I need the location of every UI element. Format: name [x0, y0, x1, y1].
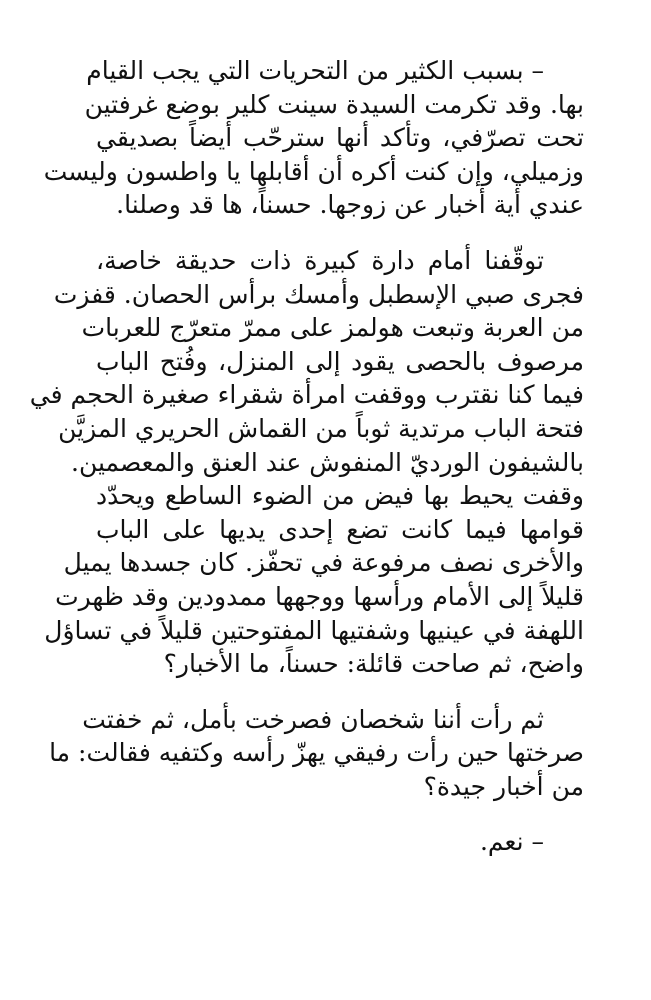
text-line: تحت تصرّفي، وتأكد أنها سترحّب أيضاً بصديقي	[96, 123, 584, 153]
paragraph-2	[29, 244, 584, 681]
text-line: اللهفة في عينيها وشفتيها المفتوحتين قليلاً في تساؤل	[44, 615, 584, 645]
text-line: من العربة وتبعت هولمز على ممرّ متعرّج للعربات	[81, 313, 584, 343]
text-line: – نعم.	[479, 827, 544, 857]
text-line: توقّفنا أمام دارة كبيرة ذات حديقة خاصة،	[96, 245, 544, 275]
text-line: وقفت يحيط بها فيض من الضوء الساطع ويحدّد	[96, 481, 584, 511]
text-line: بالشيفون الورديّ المنفوش عند العنق والمعصمين.	[71, 447, 584, 477]
text-line: – بسبب الكثير من التحريات التي يجب القيام	[86, 56, 544, 85]
text-line: فجرى صبي الإسطبل وأمسك برأس الحصان. قفزت	[53, 279, 584, 309]
text-line: فيما كنا نقترب ووقفت امرأة شقراء صغيرة الحجم في	[29, 380, 584, 410]
text-line: قليلاً إلى الأمام ورأسها ووجهها ممدودين وقد ظهرت	[55, 581, 584, 611]
paragraph-3	[49, 703, 584, 804]
text-line: صرختها حين رأت رفيقي يهزّ رأسه وكتفيه فقالت: ما	[49, 738, 584, 768]
text-line: وزميلي، وإن كنت أكره أن أقابلها يا واطسون وليست	[43, 156, 584, 186]
paragraph-1	[43, 54, 584, 222]
text-line: مرصوف بالحصى يقود إلى المنزل، وفُتح الباب	[96, 346, 584, 376]
text-line: واضح، ثم صاحت قائلة: حسناً، ما الأخبار؟	[163, 649, 584, 679]
paragraph-4	[96, 825, 584, 859]
text-line: عندي أية أخبار عن زوجها. حسناً، ها قد وصلنا.	[116, 190, 584, 220]
text-line: قوامها فيما كانت تضع إحدى يديها على الباب	[96, 514, 584, 544]
document-page	[29, 54, 584, 859]
text-line: والأخرى نصف مرفوعة في تحفّز. كان جسدها يميل	[63, 548, 584, 578]
text-line: ثم رأت أننا شخصان فصرخت بأمل، ثم خفتت	[82, 704, 544, 734]
text-line: من أخبار جيدة؟	[423, 771, 584, 801]
text-line: فتحة الباب مرتدية ثوباً من القماش الحريري المزيَّن	[58, 413, 584, 443]
text-line: بها. وقد تكرمت السيدة سينت كلير بوضع غرفتين	[84, 89, 584, 119]
